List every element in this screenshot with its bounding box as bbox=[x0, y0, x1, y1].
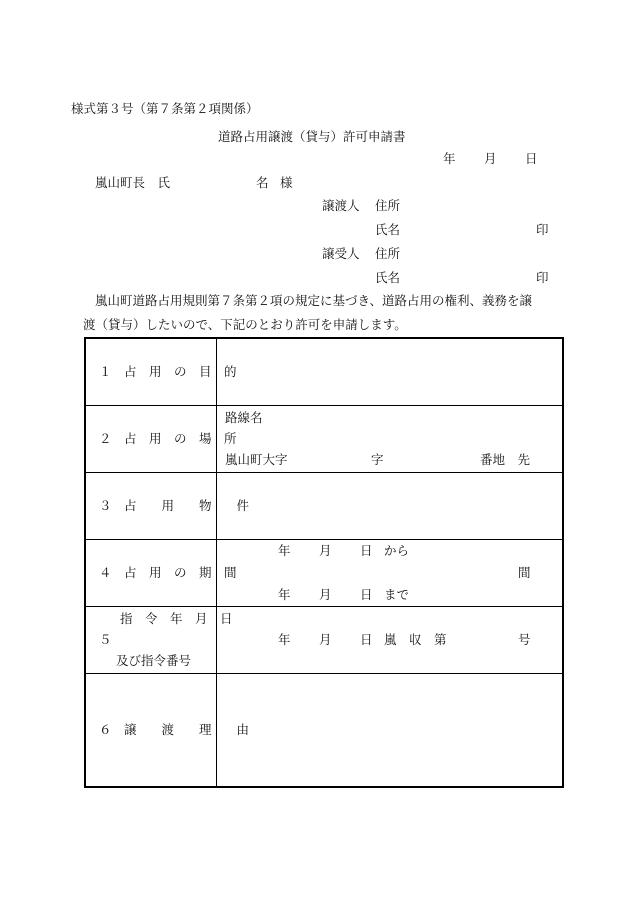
addressee-honorific: 様 bbox=[280, 175, 293, 190]
period-label-cell bbox=[85, 540, 237, 607]
date-month: 月 bbox=[484, 151, 497, 166]
period-field[interactable] bbox=[217, 540, 564, 607]
table-row bbox=[85, 607, 563, 674]
period-label: ４ 占 用 の 期 間 bbox=[99, 565, 237, 580]
period-from-month: 月 bbox=[319, 543, 332, 558]
object-field[interactable] bbox=[217, 473, 564, 540]
body-text-line2: 渡（貸与）したいので、下記のとおり許可を申請します。 bbox=[83, 317, 407, 332]
transferor-seal: 印 bbox=[536, 222, 549, 237]
directive-month: 月 bbox=[319, 632, 332, 647]
body-text-line1: 嵐山町道路占用規則第７条第２項の規定に基づき、道路占用の権利、義務を譲 bbox=[95, 293, 533, 308]
purpose-field[interactable] bbox=[217, 338, 564, 406]
directive-row-number: ５ bbox=[99, 632, 112, 647]
transferor-address-label: 住所 bbox=[375, 198, 401, 213]
location-label: ２ 占 用 の 場 所 bbox=[99, 431, 237, 446]
period-from-suffix: から bbox=[384, 543, 410, 558]
period-to-year: 年 bbox=[278, 587, 291, 602]
table-row bbox=[85, 338, 563, 406]
purpose-label: １ 占 用 の 目 的 bbox=[99, 364, 237, 379]
object-label: ３ 占 用 物 件 bbox=[99, 498, 250, 513]
period-from-day: 日 bbox=[360, 543, 373, 558]
directive-label-line2: 及び指令番号 bbox=[116, 653, 192, 668]
addressee-name: 嵐山町長 氏 bbox=[95, 175, 171, 190]
transferee-label: 譲受人 bbox=[322, 246, 360, 261]
directive-office: 嵐 収 第 bbox=[384, 632, 447, 647]
table-row bbox=[85, 406, 563, 473]
location-label-cell bbox=[85, 406, 237, 473]
period-duration: 間 bbox=[518, 565, 531, 580]
route-name-label: 路線名 bbox=[225, 410, 263, 425]
directive-field[interactable] bbox=[217, 607, 564, 674]
period-to-day: 日 bbox=[360, 587, 373, 602]
period-to-suffix: まで bbox=[384, 587, 410, 602]
purpose-label-cell bbox=[85, 338, 237, 406]
directive-label-line1: 指 令 年 月 日 bbox=[120, 611, 233, 626]
date-year: 年 bbox=[443, 151, 456, 166]
location-field[interactable] bbox=[217, 406, 564, 473]
form-number: 様式第３号（第７条第２項関係） bbox=[71, 101, 259, 116]
period-to-month: 月 bbox=[319, 587, 332, 602]
directive-label-cell bbox=[85, 607, 233, 674]
table-row bbox=[85, 674, 563, 788]
reason-label-cell bbox=[85, 674, 250, 788]
date-day: 日 bbox=[525, 151, 538, 166]
transferor-label: 譲渡人 bbox=[322, 198, 360, 213]
reason-field[interactable] bbox=[217, 674, 564, 788]
directive-number-suffix: 号 bbox=[518, 632, 531, 647]
banchi-label: 番地 先 bbox=[480, 452, 531, 467]
directive-day: 日 bbox=[360, 632, 373, 647]
period-from-year: 年 bbox=[278, 543, 291, 558]
transferor-name-label: 氏名 bbox=[375, 222, 401, 237]
directive-year: 年 bbox=[278, 632, 291, 647]
table-row bbox=[85, 473, 563, 540]
addressee-name-suffix: 名 bbox=[256, 175, 269, 190]
document-title: 道路占用譲渡（貸与）許可申請書 bbox=[218, 129, 406, 144]
reason-label: ６ 譲 渡 理 由 bbox=[99, 722, 250, 737]
transferee-seal: 印 bbox=[536, 270, 549, 285]
application-table bbox=[84, 337, 564, 788]
aza-label: 字 bbox=[371, 452, 384, 467]
transferee-address-label: 住所 bbox=[375, 246, 401, 261]
table-row bbox=[85, 540, 563, 607]
town-label: 嵐山町大字 bbox=[225, 452, 288, 467]
object-label-cell bbox=[85, 473, 250, 540]
transferee-name-label: 氏名 bbox=[375, 270, 401, 285]
